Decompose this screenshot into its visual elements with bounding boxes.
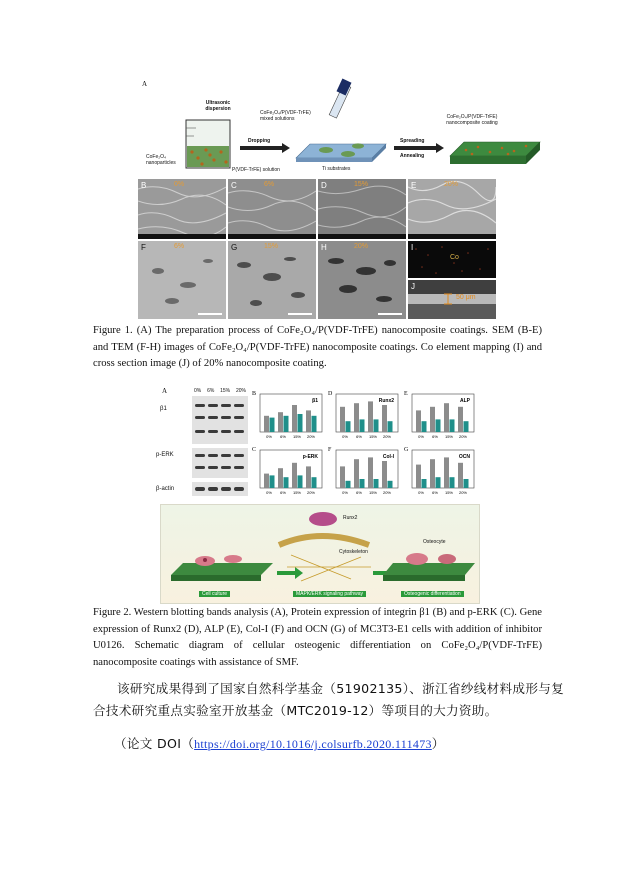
bar-20%-control: [382, 461, 387, 488]
co-element-map: I Co: [408, 241, 496, 278]
bar-6%-control: [430, 459, 435, 488]
x-tick-label: 6%: [356, 434, 362, 439]
bar-0%-inhibitor: [422, 421, 427, 432]
sem-image-d: D 15%: [318, 179, 406, 239]
bar-0%-control: [340, 407, 345, 432]
funding-paragraph: [93, 678, 565, 722]
bar-6%-inhibitor: [284, 416, 289, 432]
x-tick-label: 6%: [432, 490, 438, 495]
annealing-label: Annealing: [400, 153, 425, 159]
mixed-label: CoFe₂O₄/P(VDF-TrFE) mixed solutions: [260, 110, 311, 122]
bar-15%-inhibitor: [374, 419, 379, 432]
bar-0%-control: [416, 410, 421, 432]
x-tick-label: 15%: [368, 434, 378, 439]
chart-letter: C: [252, 447, 257, 453]
wb-columns: 0% 6% 15% 20%: [194, 388, 246, 394]
chart-alp: [404, 388, 476, 440]
spreading-label: Spreading: [400, 138, 425, 144]
cytoskeleton-label: Cytoskeleton: [339, 549, 368, 555]
nanoparticles-label: CoFe₂O₄ nanoparticles: [146, 154, 176, 166]
chart-runx2: [328, 388, 400, 440]
chart-title: ALP: [460, 398, 470, 404]
cross-section-image: J 50 μm: [408, 280, 496, 319]
bar-15%-control: [292, 405, 297, 432]
chart-letter: G: [404, 447, 409, 453]
figure-1-caption: Figure 1. (A) The preparation process of CoFe₂O₄/P(VDF-TrFE) nanocomposite coatings. SEM (B-E) and TEM (F-H) images of CoFe₂O₄/P(VDF-TrFE) nanocomposite coatings. Co element mapping (I) and cross section image (J) of 20% nanocomposite coating.: [93, 325, 542, 369]
substrate-label: Ti substrates: [322, 166, 351, 172]
bar-0%-inhibitor: [270, 475, 275, 488]
expression-charts: [252, 388, 478, 498]
chart-title: Col-I: [382, 454, 394, 460]
x-tick-label: 20%: [306, 434, 316, 439]
funding-line-2: 合技术研究重点实验室开放基金（MTC2019-12）等项目的大力资助。: [93, 703, 498, 718]
x-tick-label: 0%: [266, 434, 272, 439]
bar-20%-inhibitor: [312, 416, 317, 432]
x-tick-label: 0%: [418, 434, 424, 439]
bar-0%-control: [340, 466, 345, 488]
bar-20%-inhibitor: [312, 477, 317, 488]
x-tick-label: 6%: [280, 434, 286, 439]
bar-6%-inhibitor: [436, 419, 441, 432]
ultrasonic-label: Ultrasonic dispersion: [205, 100, 231, 112]
x-tick-label: 20%: [382, 490, 392, 495]
x-tick-label: 6%: [356, 490, 362, 495]
doi-link[interactable]: https://doi.org/10.1016/j.colsurfb.2020.111473: [194, 737, 432, 751]
osteocyte-label: Osteocyte: [423, 539, 446, 545]
x-tick-label: 0%: [418, 490, 424, 495]
bar-0%-inhibitor: [270, 418, 275, 432]
tem-image-f: F 6%: [138, 241, 226, 319]
sem-image-e: E 20%: [408, 179, 496, 239]
wb-label-perk: p-ERK: [156, 452, 174, 458]
sem-image-b: B 0%: [138, 179, 226, 239]
bar-20%-inhibitor: [388, 421, 393, 432]
sem-image-c: C 6%: [228, 179, 316, 239]
bar-15%-control: [444, 457, 449, 488]
panel-a-letter: A: [142, 80, 148, 88]
bar-0%-inhibitor: [422, 479, 427, 488]
x-tick-label: 20%: [458, 434, 468, 439]
x-tick-label: 15%: [292, 434, 302, 439]
schematic-drawing: [161, 505, 479, 603]
chart-title: p-ERK: [302, 454, 318, 460]
solution-label: P(VDF-TrFE) solution: [232, 167, 280, 173]
bar-20%-inhibitor: [388, 481, 393, 488]
x-tick-label: 0%: [342, 490, 348, 495]
preparation-schematic: [136, 76, 546, 178]
figure-1: [136, 76, 546, 320]
chart-p-erk: [252, 444, 324, 496]
bar-0%-control: [264, 416, 269, 432]
x-tick-label: 6%: [280, 490, 286, 495]
x-tick-label: 15%: [368, 490, 378, 495]
bar-15%-inhibitor: [298, 475, 303, 488]
bar-6%-control: [354, 403, 359, 432]
x-tick-label: 20%: [382, 434, 392, 439]
chart-letter: E: [404, 391, 408, 397]
bar-15%-inhibitor: [450, 419, 455, 432]
bar-6%-inhibitor: [436, 477, 441, 488]
bar-15%-inhibitor: [374, 479, 379, 488]
x-tick-label: 20%: [306, 490, 316, 495]
bar-15%-control: [368, 401, 373, 432]
x-tick-label: 6%: [432, 434, 438, 439]
x-tick-label: 15%: [444, 490, 454, 495]
chart-ocn: [404, 444, 476, 496]
bar-6%-inhibitor: [360, 419, 365, 432]
osteogenic-label: Osteogenic differentiation: [401, 591, 464, 597]
scale-label: 50 μm: [456, 294, 476, 301]
chart-letter: D: [328, 391, 333, 397]
bar-15%-inhibitor: [450, 477, 455, 488]
cell-culture-label: Cell culture: [199, 591, 230, 597]
figure-2-caption: Figure 2. Western blotting bands analysis (A), Protein expression of integrin β1 (B) and p-ERK (C). Gene expression of Runx2 (D), ALP (E), Col-I (F) and OCN (G) of MC3T3-E1 cells with addition of inhibitor U0126. Schematic diagram of cellular osteogenic differentiation on CoFe₂O₄/P(VDF-TrFE) nanocomposite coatings with assistance of SMF.: [93, 607, 542, 668]
doi-line: [114, 733, 544, 755]
bar-20%-inhibitor: [464, 421, 469, 432]
x-tick-label: 15%: [444, 434, 454, 439]
runx2-label: Runx2: [343, 515, 358, 521]
bar-0%-inhibitor: [346, 421, 351, 432]
bar-0%-inhibitor: [346, 481, 351, 488]
bar-6%-control: [278, 412, 283, 432]
bar-15%-control: [368, 457, 373, 488]
bar-20%-inhibitor: [464, 479, 469, 488]
funding-line-1: 该研究成果得到了国家自然科学基金（51902135）、浙江省纱线材料成形与复: [117, 681, 565, 696]
bar-15%-control: [292, 463, 297, 488]
bar-6%-control: [430, 407, 435, 432]
wb-letter: A: [162, 387, 168, 395]
chart-title: Runx2: [378, 398, 394, 404]
bar-6%-inhibitor: [360, 479, 365, 488]
bar-15%-inhibitor: [298, 414, 303, 432]
wb-label-b1: β1: [160, 406, 167, 412]
wb-label-actin: β-actin: [156, 486, 175, 492]
bar-20%-control: [382, 405, 387, 432]
chart-col-i: [328, 444, 400, 496]
bar-0%-control: [264, 474, 269, 488]
chart--1: [252, 388, 324, 440]
chart-title: β1: [312, 398, 318, 404]
bar-6%-control: [278, 468, 283, 488]
figure-2: [144, 384, 484, 604]
western-blot-bands: [192, 396, 248, 500]
bar-6%-inhibitor: [284, 477, 289, 488]
x-tick-label: 15%: [292, 490, 302, 495]
bar-15%-control: [444, 403, 449, 432]
chart-letter: B: [252, 391, 257, 397]
bar-20%-control: [306, 466, 311, 488]
tem-image-h: H 20%: [318, 241, 406, 319]
bar-0%-control: [416, 465, 421, 488]
x-tick-label: 0%: [266, 490, 272, 495]
tem-image-g: G 15%: [228, 241, 316, 319]
dropping-label: Dropping: [248, 138, 271, 144]
signaling-label: MAPK/ERK signaling pathway: [293, 591, 366, 597]
x-tick-label: 20%: [458, 490, 468, 495]
doi-prefix: （论文 DOI（: [114, 736, 195, 751]
bar-20%-control: [306, 410, 311, 432]
bar-20%-control: [458, 463, 463, 488]
osteogenic-schematic: [160, 504, 480, 604]
co-label: Co: [450, 254, 459, 261]
x-tick-label: 0%: [342, 434, 348, 439]
coating-label: CoFe₂O₄/P(VDF-TrFE) nanocomposite coating: [446, 114, 498, 126]
doi-suffix: ）: [431, 736, 445, 751]
bar-20%-control: [458, 407, 463, 432]
chart-title: OCN: [458, 454, 470, 460]
bar-6%-control: [354, 459, 359, 488]
chart-letter: F: [328, 447, 332, 453]
